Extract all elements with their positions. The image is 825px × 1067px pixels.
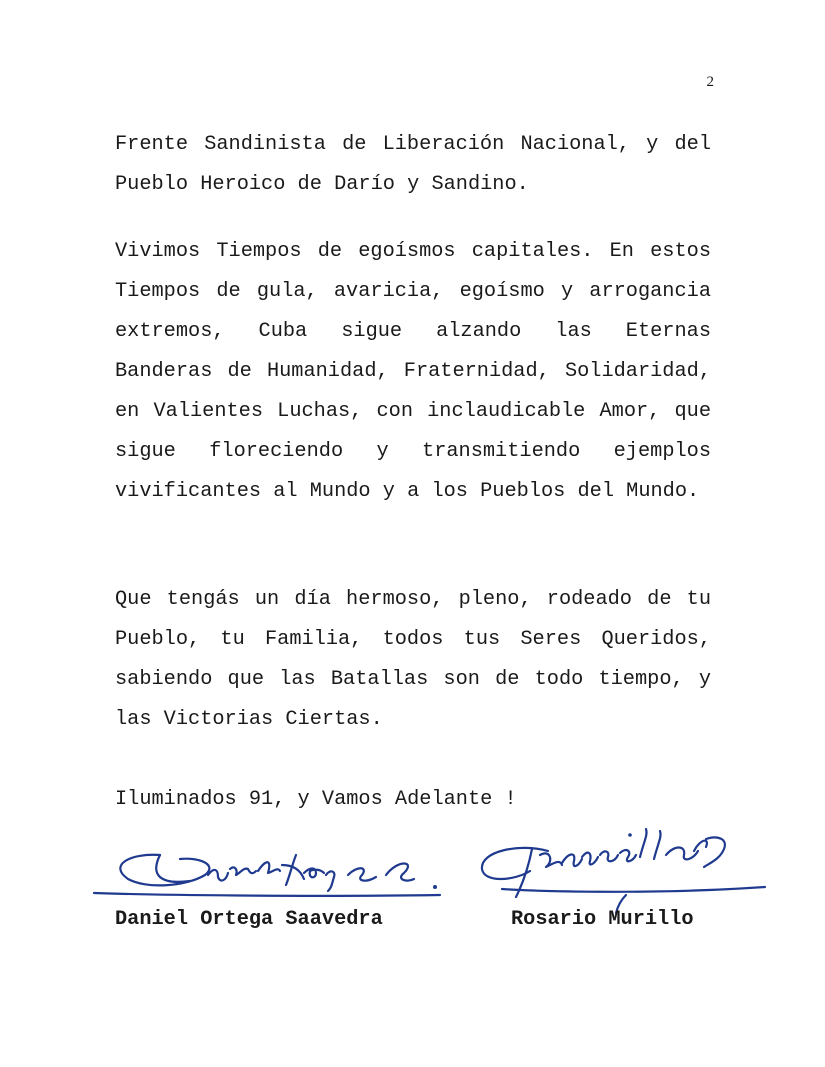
signer-name-right: Rosario Murillo (511, 908, 694, 931)
signer-name-left: Daniel Ortega Saavedra (115, 908, 383, 931)
signature-left (90, 835, 450, 915)
paragraph-main-message: Vivimos Tiempos de egoísmos capitales. En estos Tiempos de gula, avaricia, egoísmo y arrogancia extremos, Cuba sigue alzando las Eternas Banderas de Humanidad, Fraternidad, Solidaridad, en Valientes Luchas, con inclaudicable Amor, que sigue floreciendo y transmitiendo ejemplos vivificantes al Mundo y a los Pueblos del Mundo. (115, 240, 711, 503)
paragraph-sign-off: Iluminados 91, y Vamos Adelante ! (115, 788, 517, 811)
paragraph-wishes: Que tengás un día hermoso, pleno, rodeado de tu Pueblo, tu Familia, todos tus Seres Queridos, sabiendo que las Batallas son de todo tiempo, y las Victorias Ciertas. (115, 588, 711, 731)
paragraph-closing-salutation: Frente Sandinista de Liberación Nacional, y del Pueblo Heroico de Darío y Sandino. (115, 133, 711, 196)
page-number: 2 (706, 74, 714, 90)
